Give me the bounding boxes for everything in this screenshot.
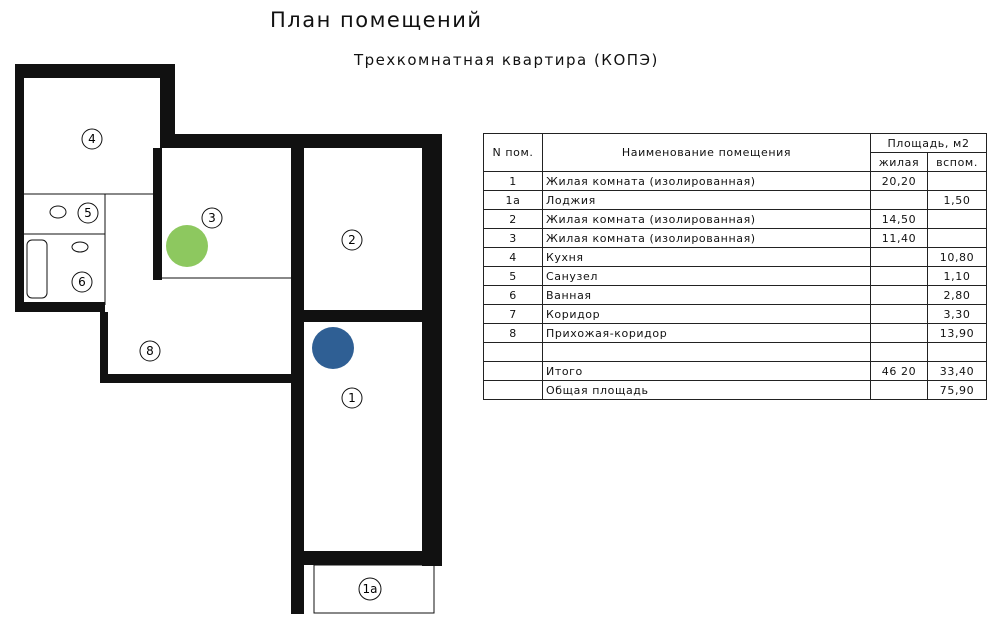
- wall-room2-left: [291, 148, 304, 378]
- room-label-5: [78, 203, 98, 223]
- wall-room2-bottom: [291, 310, 431, 322]
- cell-living: 14,50: [871, 210, 928, 229]
- total-label: Итого: [543, 362, 871, 381]
- cell-auxiliary: 1,50: [928, 191, 987, 210]
- wall-room1-left: [291, 378, 304, 614]
- area-table: [483, 133, 987, 400]
- empty-cell: [484, 381, 543, 400]
- cell-living: [871, 248, 928, 267]
- room-label-8: [140, 341, 160, 361]
- total-auxiliary: 33,40: [928, 362, 987, 381]
- svg-text:8: 8: [146, 344, 154, 358]
- wall-left: [15, 64, 24, 312]
- cell-number: 8: [484, 324, 543, 343]
- cell-name: Жилая комната (изолированная): [543, 172, 871, 191]
- wall-room3-left: [153, 148, 162, 280]
- wall-hall-bottom: [100, 374, 304, 383]
- room-label-2: [342, 230, 362, 250]
- cell-number: 2: [484, 210, 543, 229]
- svg-text:1а: 1а: [362, 582, 378, 596]
- empty-cell: [484, 362, 543, 381]
- cell-name: Лоджия: [543, 191, 871, 210]
- table-row: [484, 210, 987, 229]
- cell-auxiliary: 3,30: [928, 305, 987, 324]
- table-row: [484, 286, 987, 305]
- table-overall-row: [484, 381, 987, 400]
- room-label-6: [72, 272, 92, 292]
- cell-auxiliary: 1,10: [928, 267, 987, 286]
- cell-living: [871, 191, 928, 210]
- cell-number: 1а: [484, 191, 543, 210]
- sink: [72, 242, 88, 252]
- cell-auxiliary: [928, 229, 987, 248]
- svg-text:2: 2: [348, 233, 356, 247]
- table-row: [484, 248, 987, 267]
- cell-number: 3: [484, 229, 543, 248]
- cell-auxiliary: [928, 172, 987, 191]
- cell-name: Кухня: [543, 248, 871, 267]
- wall-hall-left: [100, 312, 108, 382]
- table-row: [484, 229, 987, 248]
- header-number: N пом.: [484, 134, 543, 172]
- cell-living: 20,20: [871, 172, 928, 191]
- cell-auxiliary: 2,80: [928, 286, 987, 305]
- table-row: [484, 305, 987, 324]
- empty-cell: [484, 343, 543, 362]
- total-living: 46 20: [871, 362, 928, 381]
- svg-text:3: 3: [208, 211, 216, 225]
- cell-name: Санузел: [543, 267, 871, 286]
- svg-text:6: 6: [78, 275, 86, 289]
- cell-name: Ванная: [543, 286, 871, 305]
- cell-number: 6: [484, 286, 543, 305]
- thin-lines: [24, 66, 434, 613]
- wall-kitchen-right: [160, 64, 175, 146]
- plan-subtitle: Трехкомнатная квартира (КОПЭ): [354, 51, 659, 69]
- table-header-row: [484, 134, 987, 153]
- room-label-1: [342, 388, 362, 408]
- cell-name: Прихожая-коридор: [543, 324, 871, 343]
- cell-name: Коридор: [543, 305, 871, 324]
- cell-number: 5: [484, 267, 543, 286]
- cell-living: [871, 267, 928, 286]
- header-area: Площадь, м2: [871, 134, 987, 153]
- room-label-4: [82, 129, 102, 149]
- cell-number: 1: [484, 172, 543, 191]
- empty-cell: [871, 381, 928, 400]
- cell-auxiliary: 13,90: [928, 324, 987, 343]
- wall-bottom-bath: [15, 302, 105, 312]
- cell-name: Жилая комната (изолированная): [543, 229, 871, 248]
- table-total-row: [484, 362, 987, 381]
- empty-cell: [928, 343, 987, 362]
- table-row: [484, 172, 987, 191]
- header-auxiliary: вспом.: [928, 153, 987, 172]
- header-living: жилая: [871, 153, 928, 172]
- floor-plan: [0, 0, 470, 628]
- room-label-3: [202, 208, 222, 228]
- svg-text:1: 1: [348, 391, 356, 405]
- cell-living: [871, 286, 928, 305]
- cell-auxiliary: 10,80: [928, 248, 987, 267]
- svg-text:5: 5: [84, 206, 92, 220]
- cell-auxiliary: [928, 210, 987, 229]
- cell-number: 7: [484, 305, 543, 324]
- cell-name: Жилая комната (изолированная): [543, 210, 871, 229]
- walls: [15, 64, 442, 614]
- table-row: [484, 324, 987, 343]
- cell-living: [871, 324, 928, 343]
- empty-cell: [543, 343, 871, 362]
- overall-label: Общая площадь: [543, 381, 871, 400]
- cell-living: [871, 305, 928, 324]
- plan-title: План помещений: [270, 8, 483, 32]
- room-label-1a: [359, 578, 381, 600]
- header-name: Наименование помещения: [543, 134, 871, 172]
- toilet: [50, 206, 66, 218]
- blue-marker[interactable]: [312, 327, 354, 369]
- green-marker[interactable]: [166, 225, 208, 267]
- svg-text:4: 4: [88, 132, 96, 146]
- cell-living: 11,40: [871, 229, 928, 248]
- bathtub: [27, 240, 47, 298]
- empty-cell: [871, 343, 928, 362]
- table-row: [484, 191, 987, 210]
- cell-number: 4: [484, 248, 543, 267]
- table-row: [484, 267, 987, 286]
- table-empty-row: [484, 343, 987, 362]
- overall-value: 75,90: [928, 381, 987, 400]
- wall-right: [422, 134, 442, 566]
